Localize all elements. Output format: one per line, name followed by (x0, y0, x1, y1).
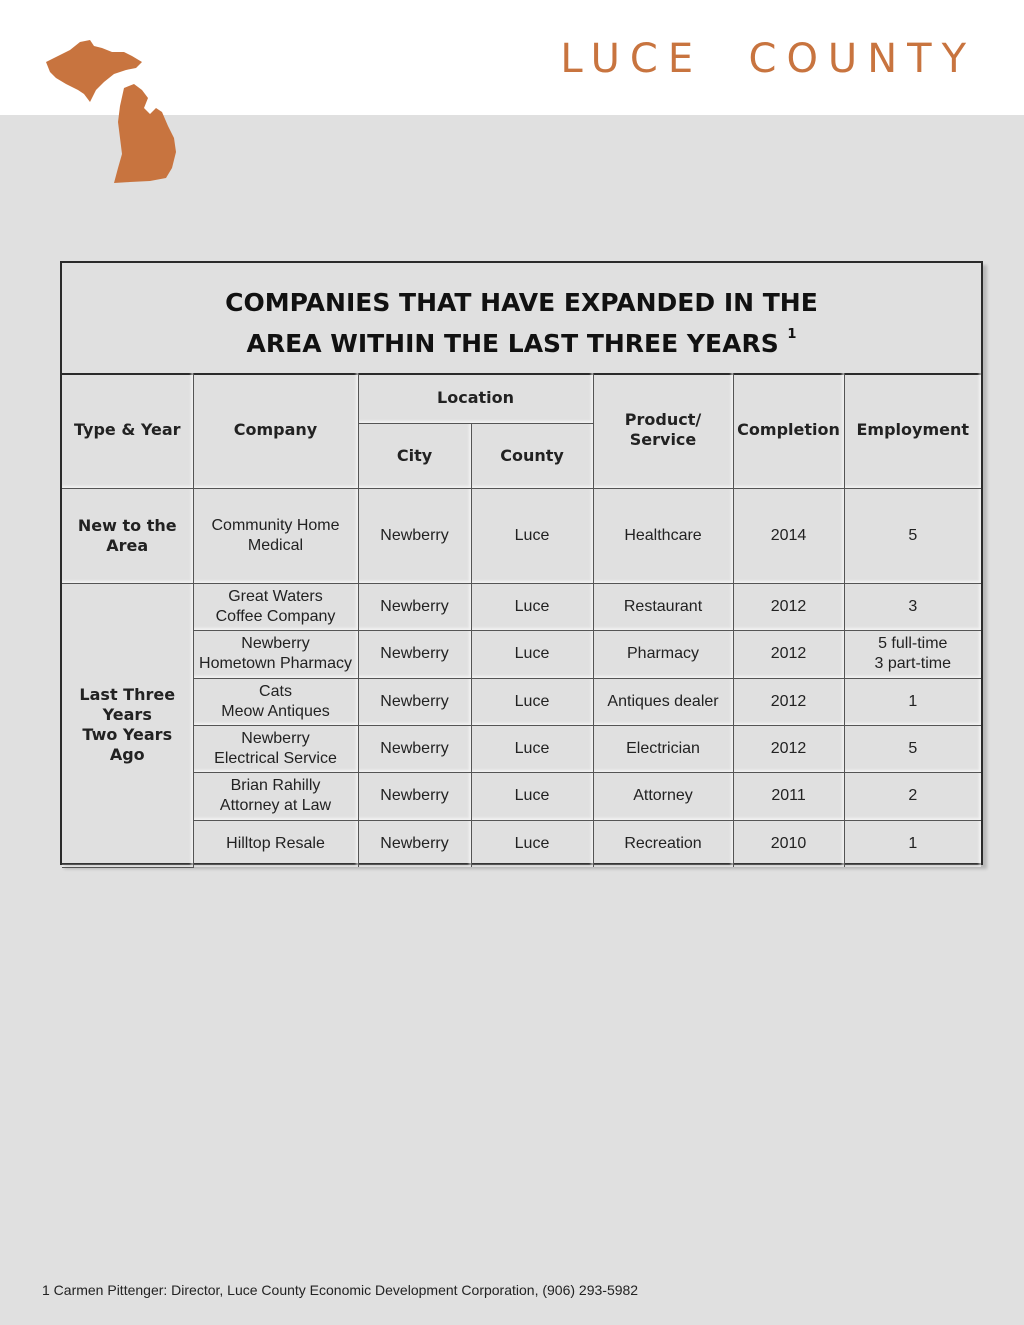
company-line2: Hometown Pharmacy (199, 655, 352, 672)
header-product-service (593, 373, 733, 488)
company-cell (193, 488, 358, 583)
completion-cell: 2012 (733, 583, 844, 630)
county-cell: Luce (471, 820, 593, 867)
county-cell: Luce (471, 583, 593, 630)
company-line2: Meow Antiques (221, 702, 330, 720)
header-type-year: Type & Year (62, 373, 193, 488)
company-cell: Hilltop Resale (193, 820, 358, 867)
group-new-line2: Area (106, 535, 149, 555)
table-row (62, 488, 981, 583)
company-line2: Medical (247, 536, 304, 554)
county-cell: Luce (471, 772, 593, 820)
company-cell (193, 583, 358, 630)
company-line1: Cats (259, 682, 292, 700)
companies-table (62, 373, 981, 868)
table-title-line2: AREA WITHIN THE LAST THREE YEARS (246, 329, 779, 358)
employment-cell: 2 (844, 772, 981, 820)
employment-cell: 1 (844, 678, 981, 725)
group-last-line1: Last Three (79, 685, 176, 704)
group-last-line4: Ago (109, 745, 145, 764)
table-row (62, 820, 981, 867)
company-line2: Attorney at Law (219, 797, 332, 814)
expansion-table-panel (60, 261, 983, 865)
table-row (62, 725, 981, 772)
product-cell: Antiques dealer (593, 678, 733, 725)
completion-cell: 2012 (733, 630, 844, 678)
city-cell: Newberry (358, 820, 471, 867)
company-line1: Great Waters (228, 587, 323, 605)
company-cell (193, 772, 358, 820)
table-row (62, 583, 981, 630)
city-cell: Newberry (358, 630, 471, 678)
group-new-line1: New to the (77, 515, 177, 535)
completion-cell: 2011 (733, 772, 844, 820)
table-title (62, 263, 981, 375)
employment-line2: 3 part-time (874, 655, 951, 672)
employment-line1: 5 full-time (878, 635, 948, 652)
header-product-line1: Product/ (624, 410, 702, 430)
header-city: City (358, 423, 471, 488)
group-last-line3: Two Years (82, 725, 173, 744)
product-cell: Restaurant (593, 583, 733, 630)
product-cell: Pharmacy (593, 630, 733, 678)
group-last-three-years (62, 583, 193, 867)
company-cell (193, 678, 358, 725)
company-line2: Coffee Company (215, 607, 336, 625)
header-employment: Employment (844, 373, 981, 488)
footnote: 1 Carmen Pittenger: Director, Luce County Economic Development Corporation, (906) 293-5982 (42, 1282, 639, 1298)
employment-cell: 5 (844, 725, 981, 772)
table-row (62, 678, 981, 725)
company-line1: Newberry (241, 729, 310, 747)
company-line1: Brian Rahilly (230, 777, 321, 794)
county-cell: Luce (471, 725, 593, 772)
city-cell: Newberry (358, 772, 471, 820)
header-location: Location (358, 373, 593, 423)
header-county: County (471, 423, 593, 488)
header-product-line2: Service (629, 430, 697, 450)
county-cell: Luce (471, 678, 593, 725)
city-cell: Newberry (358, 725, 471, 772)
city-cell: Newberry (358, 583, 471, 630)
company-line1: Newberry (241, 635, 310, 652)
city-cell: Newberry (358, 488, 471, 583)
product-cell: Electrician (593, 725, 733, 772)
table-row (62, 630, 981, 678)
table-title-line1: COMPANIES THAT HAVE EXPANDED IN THE (225, 288, 818, 317)
completion-cell: 2014 (733, 488, 844, 583)
company-cell (193, 725, 358, 772)
group-new-to-area (62, 488, 193, 583)
michigan-map-icon (40, 38, 192, 186)
header-completion: Completion (733, 373, 844, 488)
employment-cell: 3 (844, 583, 981, 630)
county-title: LUCE COUNTY (560, 36, 976, 82)
company-line1: Community Home (211, 516, 340, 534)
table-row (62, 772, 981, 820)
county-cell: Luce (471, 630, 593, 678)
company-cell (193, 630, 358, 678)
header-company: Company (193, 373, 358, 488)
footnote-ref: 1 (787, 327, 797, 342)
county-cell: Luce (471, 488, 593, 583)
group-last-line2: Years (102, 705, 152, 724)
product-cell: Attorney (593, 772, 733, 820)
completion-cell: 2012 (733, 725, 844, 772)
company-line2: Electrical Service (214, 749, 337, 767)
product-cell: Healthcare (593, 488, 733, 583)
completion-cell: 2012 (733, 678, 844, 725)
city-cell: Newberry (358, 678, 471, 725)
completion-cell: 2010 (733, 820, 844, 867)
product-cell: Recreation (593, 820, 733, 867)
employment-cell: 1 (844, 820, 981, 867)
employment-cell: 5 (844, 488, 981, 583)
employment-cell (844, 630, 981, 678)
